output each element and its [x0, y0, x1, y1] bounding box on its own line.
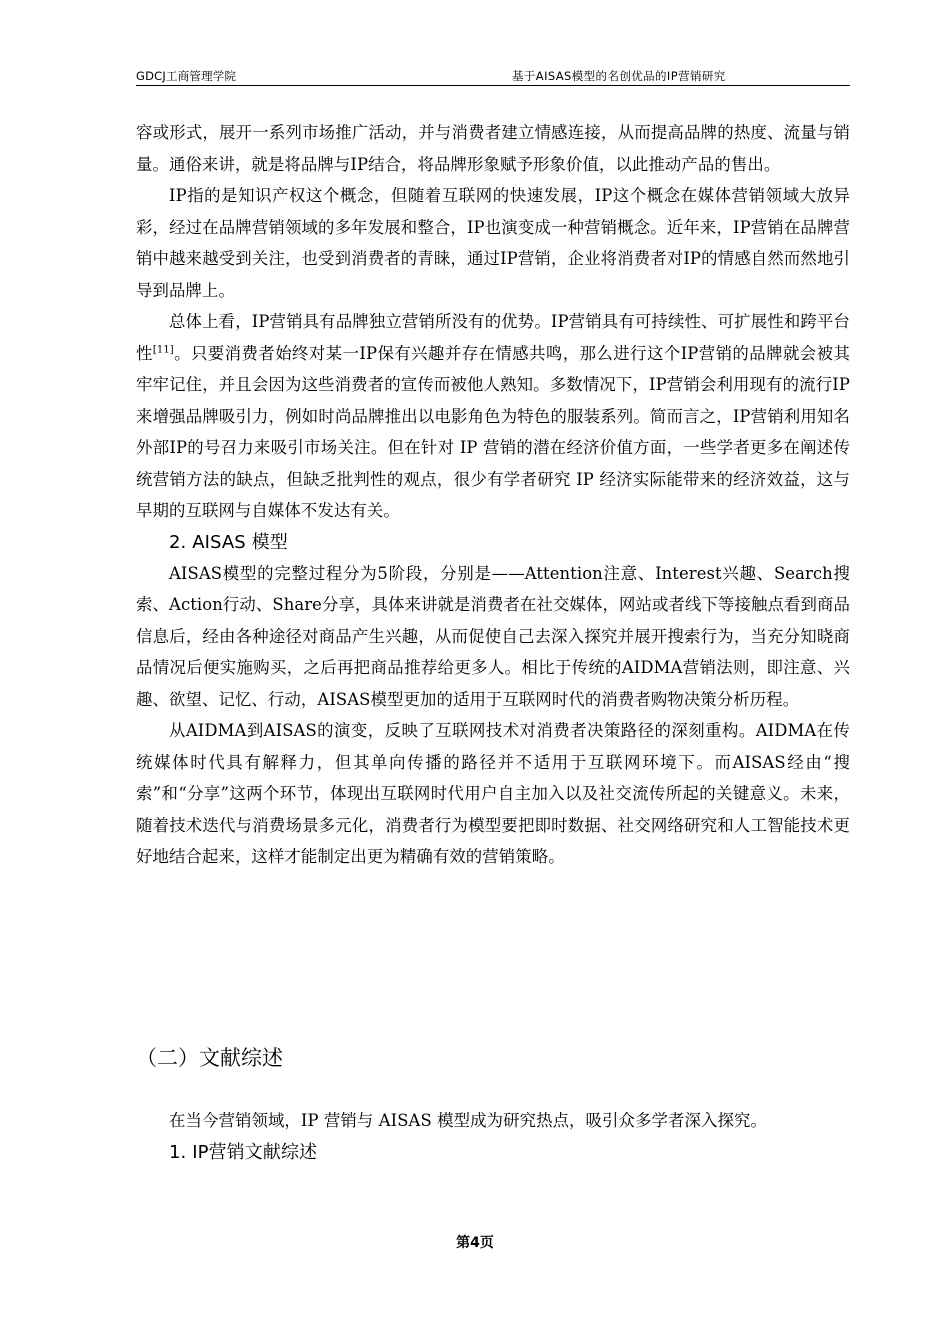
- paragraph-ip-definition: IP指的是知识产权这个概念，但随着互联网的快速发展，IP这个概念在媒体营销领域大放异彩，经过在品牌营销领域的多年发展和整合，IP也演变成一种营销概念。近年来，IP营销在品牌营销中越来越受到关注，也受到消费者的青睐，通过IP营销，企业将消费者对IP的情感自然而然地引导到品牌上。: [136, 186, 850, 300]
- section-heading-aisas: 2. AISAS 模型: [169, 531, 288, 553]
- body-block-1: [136, 117, 850, 873]
- paragraph-aisas-stages: AISAS模型的完整过程分为5阶段，分别是——Attention注意、Interest兴趣、Search搜索、Action行动、Share分享，具体来讲就是消费者在社交媒体，网站或者线下等接触点看到商品信息后，经由各种途径对商品产生兴趣，从而促使自己去深入探究并展开搜索行为，当充分知晓商品情况后便实施购买，之后再把商品推荐给更多人。相比于传统的AIDMA营销法则，即注意、兴趣、欲望、记忆、行动，AISAS模型更加的适用于互联网时代的消费者购物决策分析历程。: [136, 563, 850, 709]
- header-school: GDCJ工商管理学院: [136, 69, 237, 83]
- page-number: 第4页: [456, 1235, 494, 1251]
- section-heading-ip-literature: 1. IP营销文献综述: [169, 1141, 318, 1163]
- paragraph-continued: 容或形式，展开一系列市场推广活动，并与消费者建立情感连接，从而提高品牌的热度、流量与销量。通俗来讲，就是将品牌与IP结合，将品牌形象赋予形象价值，以此推动产品的售出。: [136, 123, 850, 174]
- body-block-2: [136, 1105, 850, 1168]
- paragraph-lit-intro: 在当今营销领域，IP 营销与 AISAS 模型成为研究热点，吸引众多学者深入探究。: [169, 1111, 767, 1130]
- page-header: [136, 67, 850, 86]
- paragraph-text: 总体上看，IP营销具有品牌独立营销所没有的优势。IP营销具有可持续性、可扩展性和跨平台性: [136, 312, 850, 363]
- section-heading-literature-review: （二）文献综述: [136, 1046, 283, 1070]
- header-thesis-title: 基于AISAS模型的名创优品的IP营销研究: [512, 69, 726, 83]
- paragraph-ip-advantages: [136, 306, 850, 527]
- citation-ref: [11]: [152, 344, 174, 356]
- paragraph-aidma-evolution: 从AIDMA到AISAS的演变，反映了互联网技术对消费者决策路径的深刻重构。AIDMA在传统媒体时代具有解释力，但其单向传播的路径并不适用于互联网环境下。而AISAS经由“搜索”和“分享”这两个环节，体现出互联网时代用户自主加入以及社交流传所起的关键意义。未来，随着技术迭代与消费场景多元化，消费者行为模型要把即时数据、社交网络研究和人工智能技术更好地结合起来，这样才能制定出更为精确有效的营销策略。: [136, 721, 850, 866]
- paragraph-text: 。只要消费者始终对某一IP保有兴趣并存在情感共鸣，那么进行这个IP营销的品牌就会被其牢牢记住，并且会因为这些消费者的宣传而被他人熟知。多数情况下，IP营销会利用现有的流行IP来增强品牌吸引力，例如时尚品牌推出以电影角色为特色的服装系列。简而言之，IP营销利用知名外部IP的号召力来吸引市场关注。但在针对 IP 营销的潜在经济价值方面，一些学者更多在阐述传统营销方法的缺点，但缺乏批判性的观点，很少有学者研究 IP 经济实际能带来的经济效益，这与早期的互联网与自媒体不发达有关。: [136, 343, 850, 520]
